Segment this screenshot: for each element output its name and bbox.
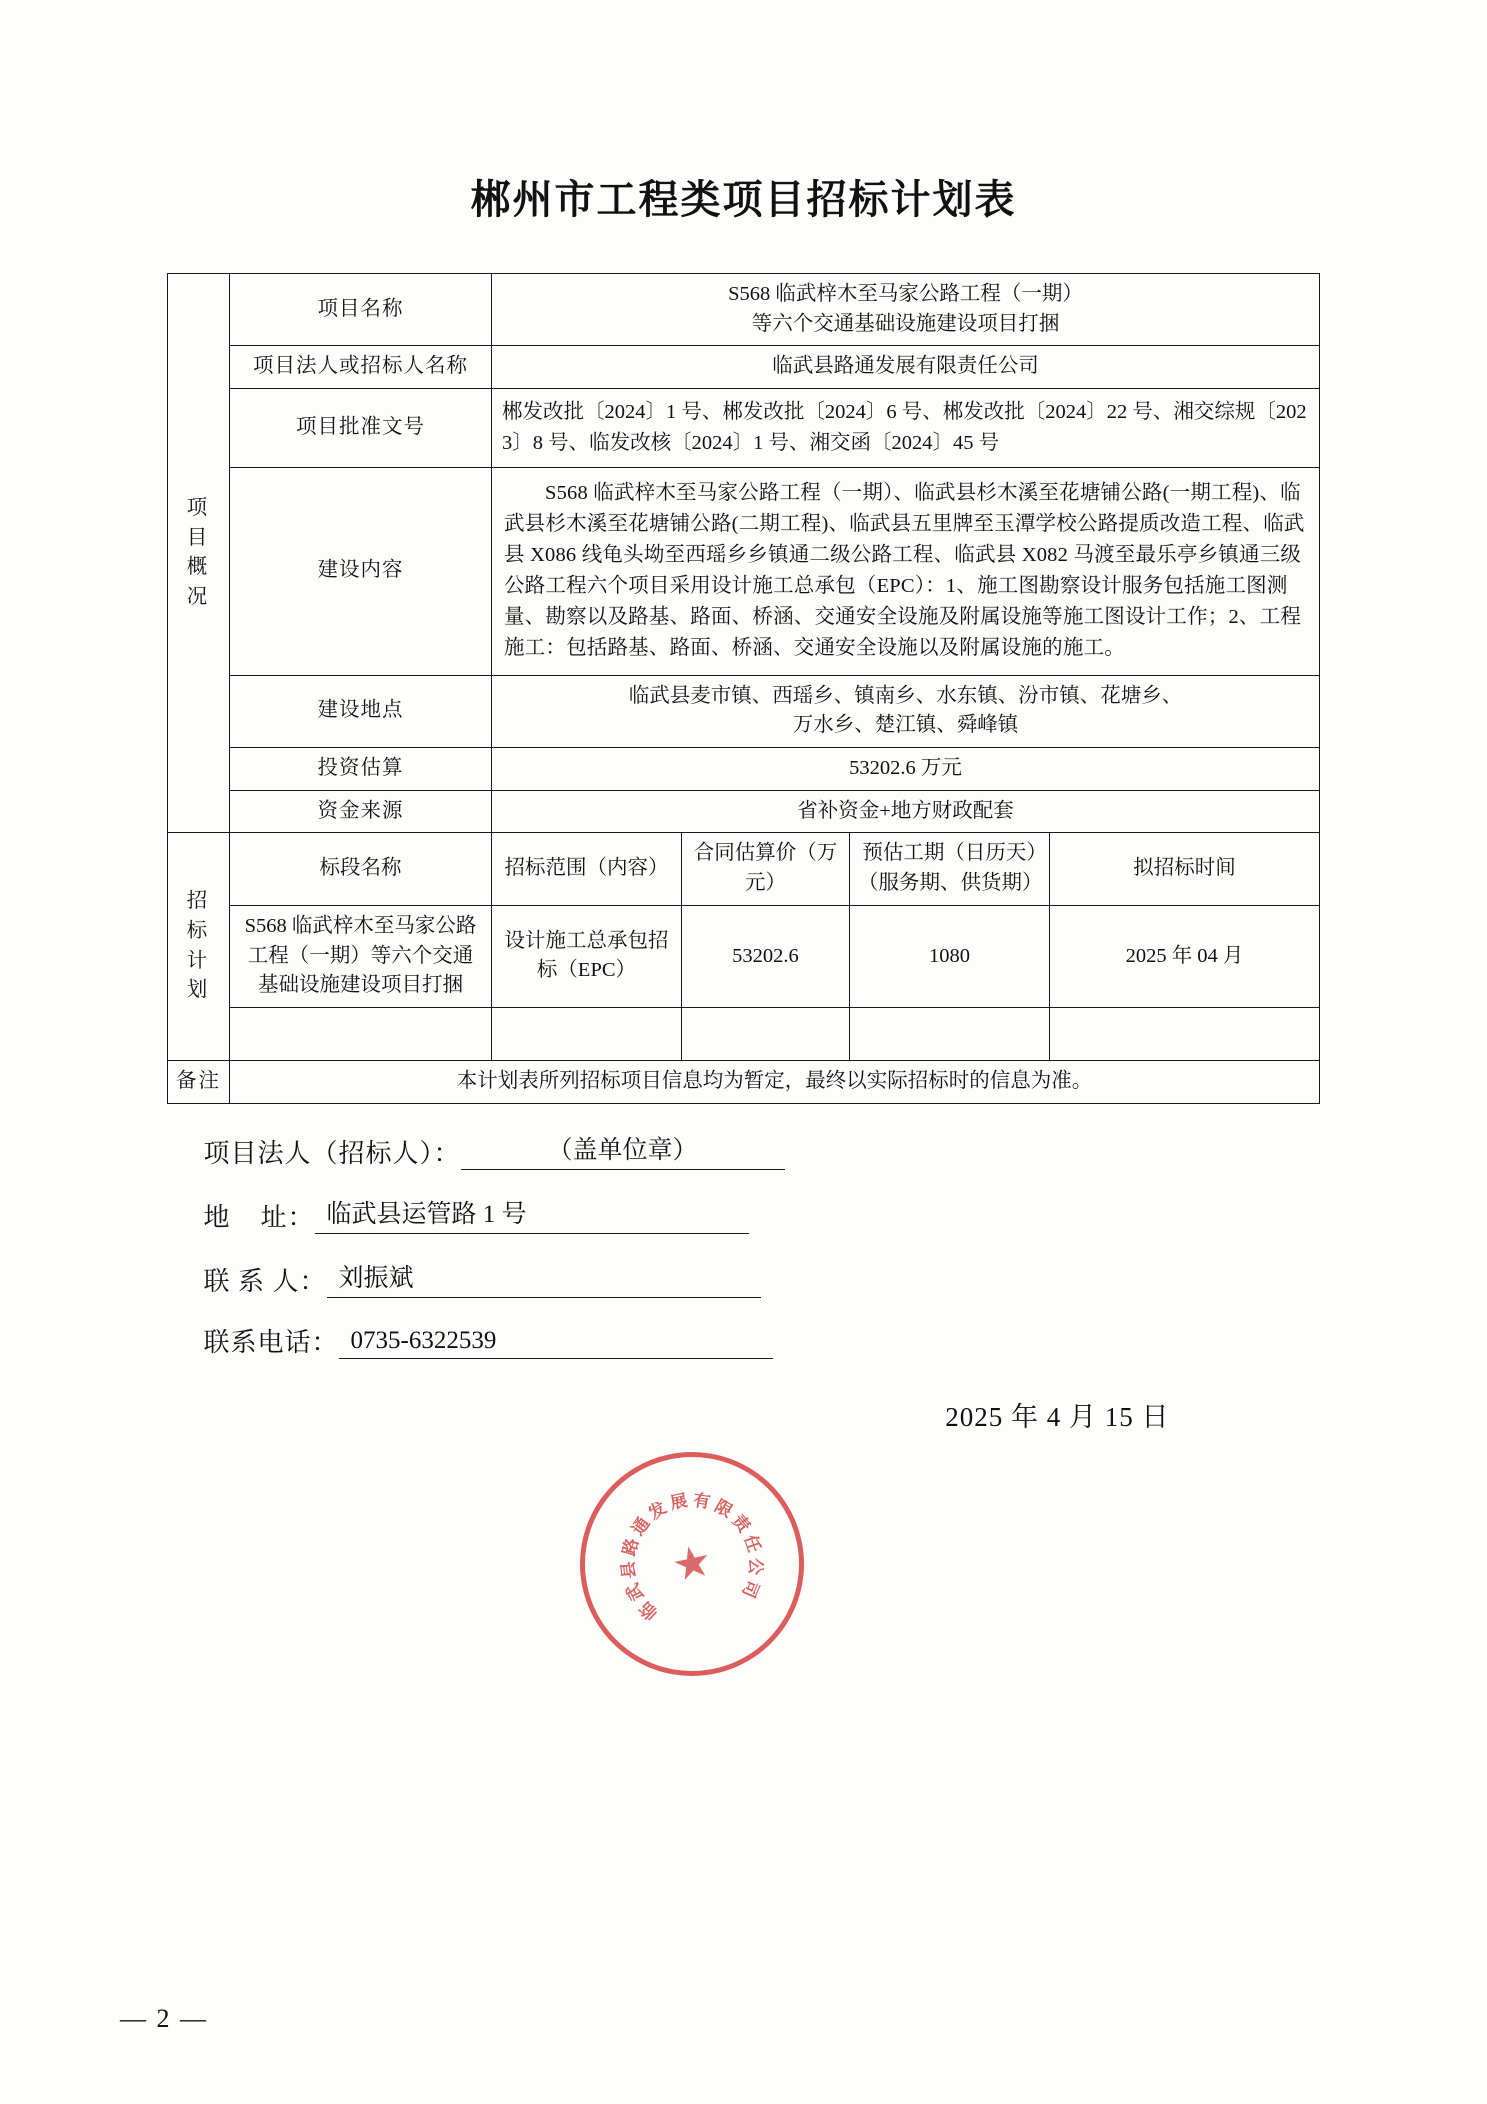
signature-legal-person-line — [168, 1130, 1320, 1170]
col-header-price: 合同估算价（万元） — [681, 833, 849, 905]
col-header-scope: 招标范围（内容） — [491, 833, 681, 905]
signature-contact-label: 联 系 人： — [203, 1266, 327, 1296]
seal-char: 临 — [635, 1597, 662, 1624]
signature-phone-label: 联系电话： — [203, 1327, 339, 1357]
seal-char: 武 — [622, 1580, 648, 1604]
section-label-overview: 项目概况 — [167, 274, 229, 833]
cell-investment: 53202.6 万元 — [491, 748, 1319, 791]
cell-legal-person: 临武县路通发展有限责任公司 — [491, 346, 1319, 389]
seal-char: 展 — [668, 1490, 690, 1513]
seal-char: 限 — [711, 1496, 736, 1522]
signature-contact-line — [168, 1258, 1320, 1298]
seal-char: 责 — [728, 1511, 754, 1537]
site-line2: 万水乡、楚江镇、舜峰镇 — [792, 714, 1019, 737]
table-row — [167, 274, 1319, 346]
cell-funding-source: 省补资金+地方财政配套 — [491, 790, 1319, 833]
signature-phone-line — [168, 1322, 1320, 1359]
remark-label: 备注 — [167, 1061, 229, 1104]
table-row-remark — [167, 1061, 1319, 1104]
row-label-approval-no: 项目批准文号 — [229, 389, 491, 468]
page-number: — 2 — — [120, 2004, 208, 2033]
cell-project-name — [491, 274, 1319, 346]
table-row — [167, 748, 1319, 791]
seal-char: 通 — [628, 1513, 654, 1539]
bid-row-name: S568 临武梓木至马家公路工程（一期）等六个交通基础设施建设项目打捆 — [229, 905, 491, 1007]
table-row — [167, 346, 1319, 389]
signature-legal-person-value: （盖单位章） — [461, 1130, 785, 1170]
row-label-construction-site: 建设地点 — [229, 675, 491, 747]
seal-char: 路 — [619, 1536, 643, 1558]
bid-row2-time — [1049, 1008, 1319, 1061]
row-label-funding-source: 资金来源 — [229, 790, 491, 833]
seal-char: 有 — [691, 1490, 712, 1512]
bid-row-scope: 设计施工总承包招标（EPC） — [491, 905, 681, 1007]
row-label-project-name: 项目名称 — [229, 274, 491, 346]
table-row-empty — [167, 1008, 1319, 1061]
cell-construction-content: S568 临武梓木至马家公路工程（一期）、临武县杉木溪至花塘铺公路(一期工程)、临武县杉木溪至花塘铺公路(二期工程)、临武县五里牌至玉潭学校公路提质改造工程、临武县 X086 线龟头坳至西瑶乡乡镇通二级公路工程、临武县 X082 马渡至最乐亭乡镇通三级公路工程六个项目采用设计施工总承包（EPC）：1、施工图勘察设计服务包括施工图测量、勘察以及路基、路面、桥涵、交通安全设施及附属设施等施工图设计工作；2、工程施工：包括路基、路面、桥涵、交通安全设施以及附属设施的施工。 — [491, 467, 1319, 675]
bid-row2-duration — [849, 1008, 1049, 1061]
bid-row-duration: 1080 — [849, 905, 1049, 1007]
seal-char: 司 — [738, 1577, 763, 1601]
row-label-construction-content: 建设内容 — [229, 467, 491, 675]
seal-char: 公 — [745, 1557, 766, 1576]
col-header-duration: 预估工期（日历天）（服务期、供货期） — [849, 833, 1049, 905]
bid-row2-name — [229, 1008, 491, 1061]
project-name-line2: 等六个交通基础设施建设项目打捆 — [751, 312, 1060, 335]
col-header-time: 拟招标时间 — [1049, 833, 1319, 905]
cell-construction-site — [491, 675, 1319, 747]
seal-char: 发 — [645, 1498, 670, 1524]
bid-plan-table — [167, 273, 1320, 1104]
table-row — [167, 467, 1319, 675]
row-label-legal-person: 项目法人或招标人名称 — [229, 346, 491, 389]
signature-legal-person-label: 项目法人（招标人）： — [203, 1138, 461, 1168]
page-title: 郴州市工程类项目招标计划表 — [470, 177, 1017, 222]
seal-ring-text — [579, 1451, 804, 1676]
cell-approval-no: 郴发改批〔2024〕1 号、郴发改批〔2024〕6 号、郴发改批〔2024〕22 号、湘交综规〔2023〕8 号、临发改核〔2024〕1 号、湘交函〔2024〕45 号 — [491, 389, 1319, 468]
col-header-section-name: 标段名称 — [229, 833, 491, 905]
signature-block — [168, 1130, 1320, 1434]
site-line1: 临武县麦市镇、西瑶乡、镇南乡、水东镇、汾市镇、花塘乡、 — [628, 684, 1183, 707]
company-seal-stamp — [559, 1431, 825, 1697]
table-row — [167, 790, 1319, 833]
remark-text: 本计划表所列招标项目信息均为暂定，最终以实际招标时的信息为准。 — [229, 1061, 1319, 1104]
table-row — [167, 675, 1319, 747]
table-row — [167, 389, 1319, 468]
section-label-bid-plan: 招标计划 — [167, 833, 229, 1061]
seal-star-icon: ★ — [667, 1535, 717, 1592]
row-label-investment: 投资估算 — [229, 748, 491, 791]
seal-char: 任 — [740, 1532, 764, 1555]
bid-row-price: 53202.6 — [681, 905, 849, 1007]
bid-row2-scope — [491, 1008, 681, 1061]
table-row-header — [167, 833, 1319, 905]
signature-phone-value: 0735-6322539 — [339, 1327, 773, 1359]
bid-row-time: 2025 年 04 月 — [1049, 905, 1319, 1007]
seal-char: 县 — [618, 1560, 640, 1580]
signature-address-label: 地 址： — [203, 1202, 315, 1232]
signature-date: 2025 年 4 月 15 日 — [945, 1401, 1170, 1432]
bid-row2-price — [681, 1008, 849, 1061]
project-name-line1: S568 临武梓木至马家公路工程（一期） — [728, 283, 1083, 305]
table-row — [167, 905, 1319, 1007]
signature-address-value: 临武县运管路 1 号 — [315, 1194, 749, 1234]
signature-address-line — [168, 1194, 1320, 1234]
seal-inner — [565, 1437, 819, 1691]
signature-contact-value: 刘振斌 — [327, 1258, 761, 1298]
